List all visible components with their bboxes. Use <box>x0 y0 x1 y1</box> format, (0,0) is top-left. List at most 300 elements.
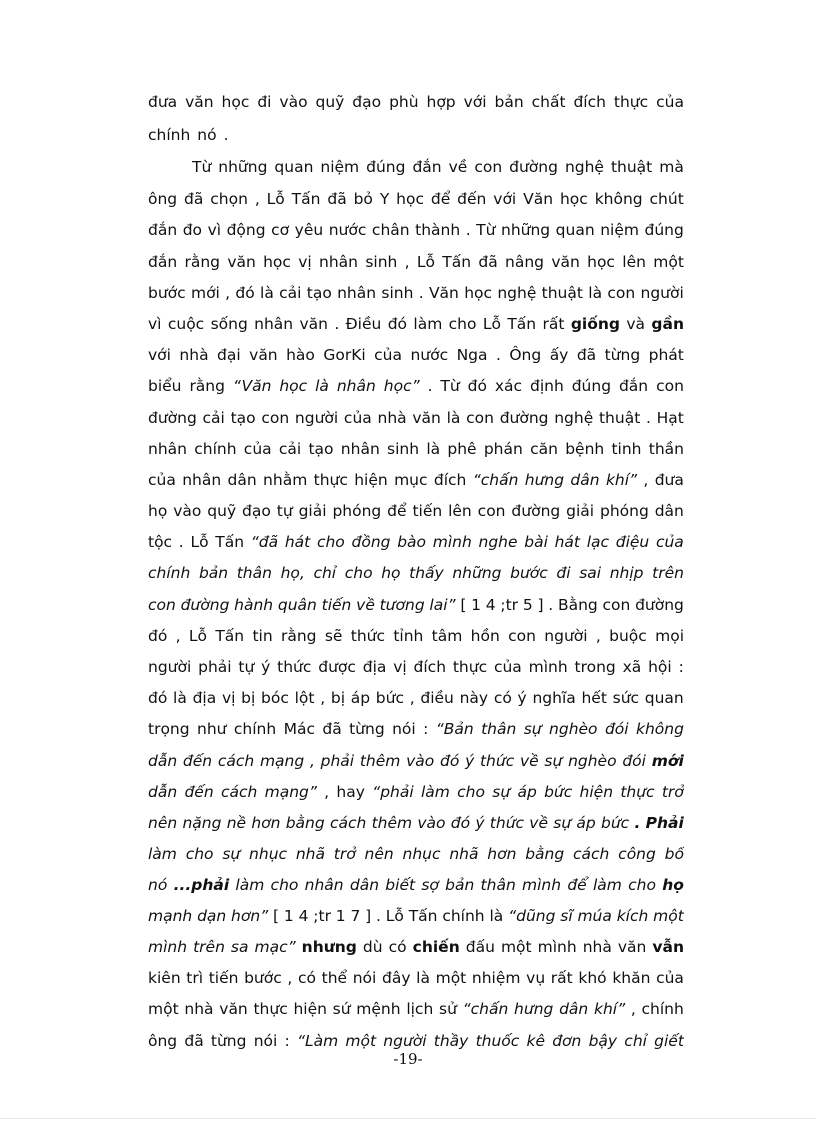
text-line <box>148 466 684 494</box>
text-line <box>148 747 684 775</box>
word: bức <box>544 783 573 801</box>
word: là <box>260 284 274 302</box>
word: đi <box>257 93 272 111</box>
word: học <box>464 284 493 302</box>
word: , <box>287 969 293 987</box>
word: con <box>656 377 684 395</box>
word: mục <box>394 471 428 489</box>
word: nhã <box>295 845 325 863</box>
word: Hạt <box>656 409 684 427</box>
word: đắn <box>148 253 178 271</box>
word: đường <box>511 502 561 520</box>
word: mạc” <box>254 938 296 956</box>
word: , <box>225 284 231 302</box>
word: học <box>559 190 588 208</box>
word: . <box>178 533 184 551</box>
page-number: -19- <box>393 1050 423 1068</box>
word: , <box>309 752 315 770</box>
word: sức <box>612 689 640 707</box>
word: sứ <box>332 1000 351 1018</box>
word: 7 <box>350 907 361 925</box>
word: làm <box>413 315 443 333</box>
text-line <box>148 715 684 743</box>
word: thực <box>620 783 655 801</box>
text-line <box>148 88 684 116</box>
word: phải <box>198 658 232 676</box>
word: thực <box>313 471 348 489</box>
word: niệm <box>320 158 360 176</box>
word: “phải <box>372 783 414 801</box>
word: tiến <box>321 596 352 614</box>
word: đây <box>381 969 411 987</box>
word: đó <box>450 814 471 832</box>
word: “Văn <box>232 377 272 395</box>
word: bậy <box>588 1032 618 1050</box>
word: cách <box>329 814 367 832</box>
word: nói <box>352 969 377 987</box>
text-line <box>148 684 684 712</box>
text-line <box>148 216 684 244</box>
word: cho <box>448 315 477 333</box>
word: . <box>376 907 381 925</box>
word: múa <box>577 907 612 925</box>
word: hội <box>648 658 672 676</box>
word: mọi <box>655 627 684 645</box>
word: rằng <box>189 377 225 395</box>
word: có <box>493 689 512 707</box>
word: quan <box>274 158 314 176</box>
word: bào <box>397 533 427 551</box>
word: , <box>595 627 601 645</box>
word: Tấn <box>215 627 245 645</box>
word: “đã <box>250 533 279 551</box>
word: của <box>656 93 684 111</box>
word: là <box>173 689 187 707</box>
word: . <box>427 377 433 395</box>
word: đến <box>182 752 213 770</box>
word: phê <box>447 440 477 458</box>
word: , <box>175 627 181 645</box>
word: đó <box>235 284 255 302</box>
word: đói <box>622 752 646 770</box>
word: sự <box>492 783 511 801</box>
word: thuốc <box>475 1032 520 1050</box>
word: cách <box>220 783 258 801</box>
word: nhịp <box>609 564 644 582</box>
word: bố <box>664 845 684 863</box>
word: sĩ <box>560 907 573 925</box>
word: thể <box>321 969 348 987</box>
word: chỉ <box>313 564 337 582</box>
word: kê <box>526 1032 546 1050</box>
word: một <box>500 938 532 956</box>
word: học <box>279 377 308 395</box>
word: kích <box>616 907 649 925</box>
word: 1 <box>283 907 294 925</box>
word: Phải <box>645 814 684 832</box>
word: đường <box>180 596 230 614</box>
word: những <box>501 221 551 239</box>
word: áp <box>350 689 371 707</box>
word: sử <box>439 1000 457 1018</box>
word: học <box>221 93 250 111</box>
word: thêm <box>359 752 401 770</box>
word: , <box>254 190 260 208</box>
text-line <box>148 528 684 556</box>
word: chính <box>194 440 237 458</box>
word: thấy <box>409 564 444 582</box>
word: buộc <box>609 627 647 645</box>
word: cho <box>457 783 485 801</box>
word: mạng <box>259 752 305 770</box>
word: đấu <box>465 938 495 956</box>
word: “chấn <box>462 1000 509 1018</box>
word: hết <box>581 689 607 707</box>
word: nước <box>410 346 449 364</box>
word: Từ <box>192 158 212 176</box>
word: nói <box>392 720 416 738</box>
word: con <box>477 502 506 520</box>
word: một <box>653 907 684 925</box>
word: dẫn <box>148 783 178 801</box>
word: phóng <box>600 502 649 520</box>
word: đạo <box>242 502 271 520</box>
word: từng <box>210 1032 247 1050</box>
word: đó <box>467 377 487 395</box>
word: vụ <box>526 969 546 987</box>
word: hào <box>286 346 315 364</box>
text-line <box>148 933 684 961</box>
word: sự <box>544 752 563 770</box>
word: hiện <box>579 783 614 801</box>
word: đắn <box>148 221 178 239</box>
word: hát <box>554 533 580 551</box>
word: một <box>653 253 684 271</box>
word: tỉnh <box>393 627 424 645</box>
word: học” <box>383 377 420 395</box>
word: xác <box>494 377 523 395</box>
word: chính <box>148 126 191 144</box>
word: đích <box>573 93 606 111</box>
word: cải <box>202 409 225 427</box>
word: nặng <box>182 814 222 832</box>
text-line <box>148 341 684 369</box>
word: nhà <box>582 938 612 956</box>
word: thực <box>452 658 488 676</box>
word: hay <box>336 783 365 801</box>
word: trì <box>186 969 204 987</box>
word: . <box>646 409 651 427</box>
word: đi <box>556 564 571 582</box>
word: Lỗ <box>416 253 435 271</box>
word: thực <box>613 93 649 111</box>
word: áp <box>517 783 537 801</box>
word: khăn <box>612 969 651 987</box>
word: mình <box>522 876 562 894</box>
word: cho <box>270 876 299 894</box>
word: vào <box>417 814 446 832</box>
word: hiện <box>354 471 388 489</box>
word: hiện <box>293 1000 327 1018</box>
word: đó <box>148 627 168 645</box>
word: mình <box>537 938 577 956</box>
word: Lỗ <box>482 315 501 333</box>
word: về <box>529 814 549 832</box>
word: trở <box>333 845 356 863</box>
word: một <box>148 1000 179 1018</box>
word: chân <box>371 221 410 239</box>
word: . <box>418 284 424 302</box>
word: : <box>284 1032 290 1050</box>
word: phán <box>483 440 523 458</box>
word: khí” <box>605 471 638 489</box>
word: con <box>261 409 290 427</box>
word: tạo <box>230 409 256 427</box>
text-line <box>148 995 684 1023</box>
word: những <box>218 158 268 176</box>
word: động <box>226 221 266 239</box>
word: giống <box>570 315 620 333</box>
word: làm <box>420 783 450 801</box>
word: một <box>435 969 467 987</box>
word: : <box>423 720 429 738</box>
word: mới <box>651 752 684 770</box>
word: sa <box>230 938 249 956</box>
word: văn <box>617 938 647 956</box>
word: ông <box>148 1032 178 1050</box>
word: ý <box>465 752 475 770</box>
word: hợp <box>426 93 456 111</box>
word: Tấn <box>291 190 321 208</box>
word: bóc <box>261 689 289 707</box>
word: chọn <box>210 190 248 208</box>
word: bước <box>510 564 548 582</box>
word: đường <box>635 596 684 614</box>
word: đo <box>182 221 203 239</box>
word: “dũng <box>508 907 556 925</box>
word: nước <box>328 221 367 239</box>
word: nhân <box>336 377 376 395</box>
word: dạn <box>197 907 227 925</box>
word: đường <box>509 158 558 176</box>
word: Lỗ <box>190 533 209 551</box>
word: Từ <box>440 377 460 395</box>
word: đã <box>576 346 597 364</box>
word: bị <box>241 689 256 707</box>
word: thuật <box>541 284 583 302</box>
word: kiên <box>148 969 181 987</box>
word: mới <box>190 284 220 302</box>
word: cải <box>279 284 302 302</box>
word: tương <box>379 596 425 614</box>
word: thuật <box>610 158 653 176</box>
word: nó <box>148 876 168 894</box>
word: thức <box>277 658 312 676</box>
word: chính <box>641 1000 684 1018</box>
word: xã <box>622 658 642 676</box>
text-line <box>148 809 684 837</box>
word: đúng <box>644 221 684 239</box>
word: Điều <box>345 315 382 333</box>
word: lai” <box>429 596 456 614</box>
word: nhằm <box>263 471 308 489</box>
word: văn <box>299 315 328 333</box>
word: là <box>416 969 430 987</box>
word: công <box>618 845 656 863</box>
word: phải <box>320 752 355 770</box>
word: nhã <box>449 845 479 863</box>
word: không <box>635 720 684 738</box>
word: nghệ <box>564 158 604 176</box>
word: chính <box>233 720 277 738</box>
word: [ <box>273 907 280 925</box>
word: Tấn <box>442 253 472 271</box>
word: mình <box>148 938 188 956</box>
word: quỹ <box>207 502 237 520</box>
text-line <box>148 121 684 149</box>
word: người <box>544 627 588 645</box>
word: sinh <box>381 284 414 302</box>
word: cho <box>344 564 373 582</box>
word: lịch <box>406 1000 434 1018</box>
word: chút <box>649 190 684 208</box>
word: trọng <box>148 720 190 738</box>
word: ông <box>148 190 178 208</box>
word: học <box>587 253 615 271</box>
word: Tấn <box>215 533 245 551</box>
word: lên <box>622 253 646 271</box>
word: người <box>640 284 684 302</box>
word: con <box>602 596 631 614</box>
word: không <box>594 190 643 208</box>
word: rất <box>542 315 565 333</box>
word: rằng <box>280 627 317 645</box>
word: 1 <box>471 596 481 614</box>
word: học <box>396 190 425 208</box>
text-line <box>148 559 684 587</box>
word: đưa <box>654 471 684 489</box>
word: nghèo <box>549 720 598 738</box>
word: mình <box>528 658 568 676</box>
word: Văn <box>428 284 459 302</box>
word: hồn <box>470 627 500 645</box>
word: Lỗ <box>266 190 285 208</box>
word: giết <box>654 1032 684 1050</box>
word: , <box>409 689 415 707</box>
word: thành <box>415 221 461 239</box>
word: chính <box>148 564 191 582</box>
word: đưa <box>148 93 178 111</box>
word: đã <box>184 1032 204 1050</box>
word: văn <box>227 253 256 271</box>
word: họ <box>662 876 684 894</box>
text-line <box>148 435 684 463</box>
word: vị <box>221 689 236 707</box>
text-line <box>148 185 684 213</box>
word: vị <box>298 253 312 271</box>
word: sống <box>210 315 248 333</box>
word: này <box>459 689 489 707</box>
word: lạc <box>586 533 610 551</box>
word: tin <box>252 627 273 645</box>
word: ý <box>261 658 271 676</box>
word: tiến <box>208 969 239 987</box>
word: 4 <box>298 907 309 925</box>
word: phóng <box>332 502 382 520</box>
word: 5 <box>522 596 533 614</box>
word: biết <box>385 876 416 894</box>
word: gần <box>651 315 684 333</box>
word: văn <box>185 93 214 111</box>
word: đại <box>217 346 241 364</box>
word: trở <box>661 783 684 801</box>
word: ấy <box>549 346 569 364</box>
word: sự <box>553 814 572 832</box>
word: nghèo <box>568 752 617 770</box>
text-line <box>148 871 684 899</box>
word: Tấn <box>507 315 537 333</box>
word: thức <box>479 752 515 770</box>
word: tiến <box>412 502 443 520</box>
word: đã <box>478 253 498 271</box>
word: quỹ <box>315 93 345 111</box>
word: với <box>148 346 171 364</box>
word: thuật <box>598 409 641 427</box>
word: nhân <box>340 440 380 458</box>
word: nhân <box>148 440 187 458</box>
word: sinh <box>387 440 420 458</box>
word: cải <box>278 440 302 458</box>
word: bằng <box>525 845 565 863</box>
word: đường <box>148 409 197 427</box>
word: đã <box>327 190 347 208</box>
word: Nga <box>456 346 488 364</box>
word: của <box>374 346 403 364</box>
word: nhiệm <box>471 969 521 987</box>
word: dân <box>227 471 257 489</box>
word: nhân <box>337 284 377 302</box>
word: niệm <box>600 221 639 239</box>
word: nhân <box>304 876 344 894</box>
word: dù <box>362 938 383 956</box>
word: tộc <box>148 533 173 551</box>
word: lên <box>448 502 472 520</box>
word: của <box>656 969 684 987</box>
word: tự <box>276 502 293 520</box>
word: chiến <box>412 938 460 956</box>
word: vào <box>279 93 308 111</box>
word: tạo <box>306 284 332 302</box>
word: sai <box>579 564 602 582</box>
word: 4 <box>485 596 496 614</box>
word: thức <box>489 814 525 832</box>
word: con <box>466 409 494 427</box>
word: đã <box>322 720 342 738</box>
word: nên <box>364 845 394 863</box>
word: cơ <box>271 221 290 239</box>
word: [ <box>460 596 467 614</box>
word: người <box>383 1032 427 1050</box>
text-line <box>148 404 684 432</box>
word: vị <box>393 658 407 676</box>
text-line <box>148 497 684 525</box>
word: ý <box>517 689 527 707</box>
word: mà <box>659 158 684 176</box>
word: đồng <box>351 533 391 551</box>
word: đến <box>184 783 214 801</box>
text-line <box>148 902 684 930</box>
word: như <box>197 720 227 738</box>
